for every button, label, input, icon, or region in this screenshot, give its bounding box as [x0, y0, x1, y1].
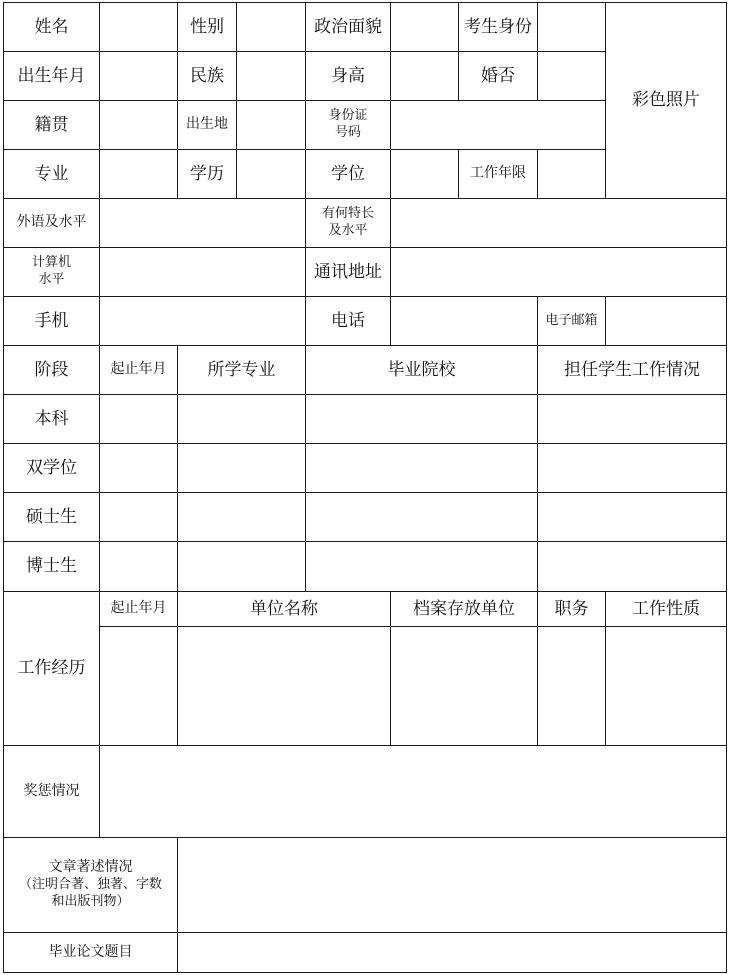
address-label: 通讯地址 [305, 247, 391, 297]
native-place-field[interactable] [99, 100, 178, 150]
work-archive-unit-field[interactable] [390, 626, 538, 746]
computer-level-field[interactable] [99, 247, 306, 297]
application-form [3, 2, 727, 973]
edu-student-work-field[interactable] [537, 541, 727, 592]
ethnicity-label: 民族 [177, 51, 237, 101]
phone-label: 电话 [305, 296, 391, 346]
awards-label: 奖惩情况 [3, 745, 100, 838]
id-number-field[interactable] [390, 100, 606, 150]
edu-stage-master: 硕士生 [3, 492, 100, 542]
marital-status-label: 婚否 [458, 51, 538, 101]
edu-period-field[interactable] [99, 492, 178, 542]
specialty-field[interactable] [390, 198, 727, 248]
major-label: 专业 [3, 149, 100, 199]
address-field[interactable] [390, 247, 727, 297]
work-experience-label: 工作经历 [3, 591, 100, 746]
political-status-label: 政治面貌 [305, 2, 391, 52]
major-field[interactable] [99, 149, 178, 199]
email-field[interactable] [605, 296, 727, 346]
foreign-language-field[interactable] [99, 198, 306, 248]
edu-school-field[interactable] [305, 443, 538, 493]
edu-header-school: 毕业院校 [305, 345, 538, 395]
marital-status-field[interactable] [537, 51, 606, 101]
specialty-label: 有何特长 及水平 [305, 198, 391, 248]
gender-label: 性别 [177, 2, 237, 52]
candidate-identity-field[interactable] [537, 2, 606, 52]
edu-period-field[interactable] [99, 394, 178, 444]
birth-date-label: 出生年月 [3, 51, 100, 101]
work-header-employer: 单位名称 [177, 591, 391, 627]
birth-date-field[interactable] [99, 51, 178, 101]
phone-field[interactable] [390, 296, 538, 346]
edu-school-field[interactable] [305, 394, 538, 444]
gender-field[interactable] [236, 2, 306, 52]
work-position-field[interactable] [537, 626, 606, 746]
work-header-job-nature: 工作性质 [605, 591, 727, 627]
name-field[interactable] [99, 2, 178, 52]
photo-box: 彩色照片 [605, 2, 727, 199]
id-number-label: 身份证 号码 [305, 100, 391, 150]
thesis-title-field[interactable] [177, 932, 727, 973]
edu-stage-double-degree: 双学位 [3, 443, 100, 493]
publications-field[interactable] [177, 837, 727, 933]
education-field[interactable] [236, 149, 306, 199]
edu-period-field[interactable] [99, 443, 178, 493]
work-header-period: 起止年月 [99, 591, 178, 627]
edu-header-stage: 阶段 [3, 345, 100, 395]
mobile-field[interactable] [99, 296, 306, 346]
political-status-field[interactable] [390, 2, 459, 52]
name-label: 姓名 [3, 2, 100, 52]
publications-label-cell [3, 837, 178, 933]
thesis-title-label: 毕业论文题目 [3, 932, 178, 973]
edu-student-work-field[interactable] [537, 492, 727, 542]
publications-note: （注明合著、独著、字数 和出版刊物） [18, 876, 162, 909]
work-years-field[interactable] [537, 149, 606, 199]
birthplace-label: 出生地 [177, 100, 237, 150]
ethnicity-field[interactable] [236, 51, 306, 101]
edu-student-work-field[interactable] [537, 443, 727, 493]
work-job-nature-field[interactable] [605, 626, 727, 746]
candidate-identity-label: 考生身份 [458, 2, 538, 52]
edu-major-field[interactable] [177, 492, 306, 542]
edu-stage-doctor: 博士生 [3, 541, 100, 592]
degree-field[interactable] [390, 149, 459, 199]
work-header-archive-unit: 档案存放单位 [390, 591, 538, 627]
edu-header-period: 起止年月 [99, 345, 178, 395]
work-period-field[interactable] [99, 626, 178, 746]
edu-school-field[interactable] [305, 541, 538, 592]
birthplace-field[interactable] [236, 100, 306, 150]
edu-major-field[interactable] [177, 443, 306, 493]
edu-school-field[interactable] [305, 492, 538, 542]
mobile-label: 手机 [3, 296, 100, 346]
edu-header-major: 所学专业 [177, 345, 306, 395]
publications-label: 文章著述情况 [48, 859, 133, 876]
email-label: 电子邮箱 [537, 296, 606, 346]
computer-level-label: 计算机 水平 [3, 247, 100, 297]
edu-header-student-work: 担任学生工作情况 [537, 345, 727, 395]
edu-student-work-field[interactable] [537, 394, 727, 444]
edu-period-field[interactable] [99, 541, 178, 592]
foreign-language-label: 外语及水平 [3, 198, 100, 248]
height-field[interactable] [390, 51, 459, 101]
education-label: 学历 [177, 149, 237, 199]
awards-field[interactable] [99, 745, 727, 838]
height-label: 身高 [305, 51, 391, 101]
degree-label: 学位 [305, 149, 391, 199]
edu-stage-bachelor: 本科 [3, 394, 100, 444]
work-header-position: 职务 [537, 591, 606, 627]
work-employer-field[interactable] [177, 626, 391, 746]
native-place-label: 籍贯 [3, 100, 100, 150]
edu-major-field[interactable] [177, 394, 306, 444]
edu-major-field[interactable] [177, 541, 306, 592]
work-years-label: 工作年限 [458, 149, 538, 199]
